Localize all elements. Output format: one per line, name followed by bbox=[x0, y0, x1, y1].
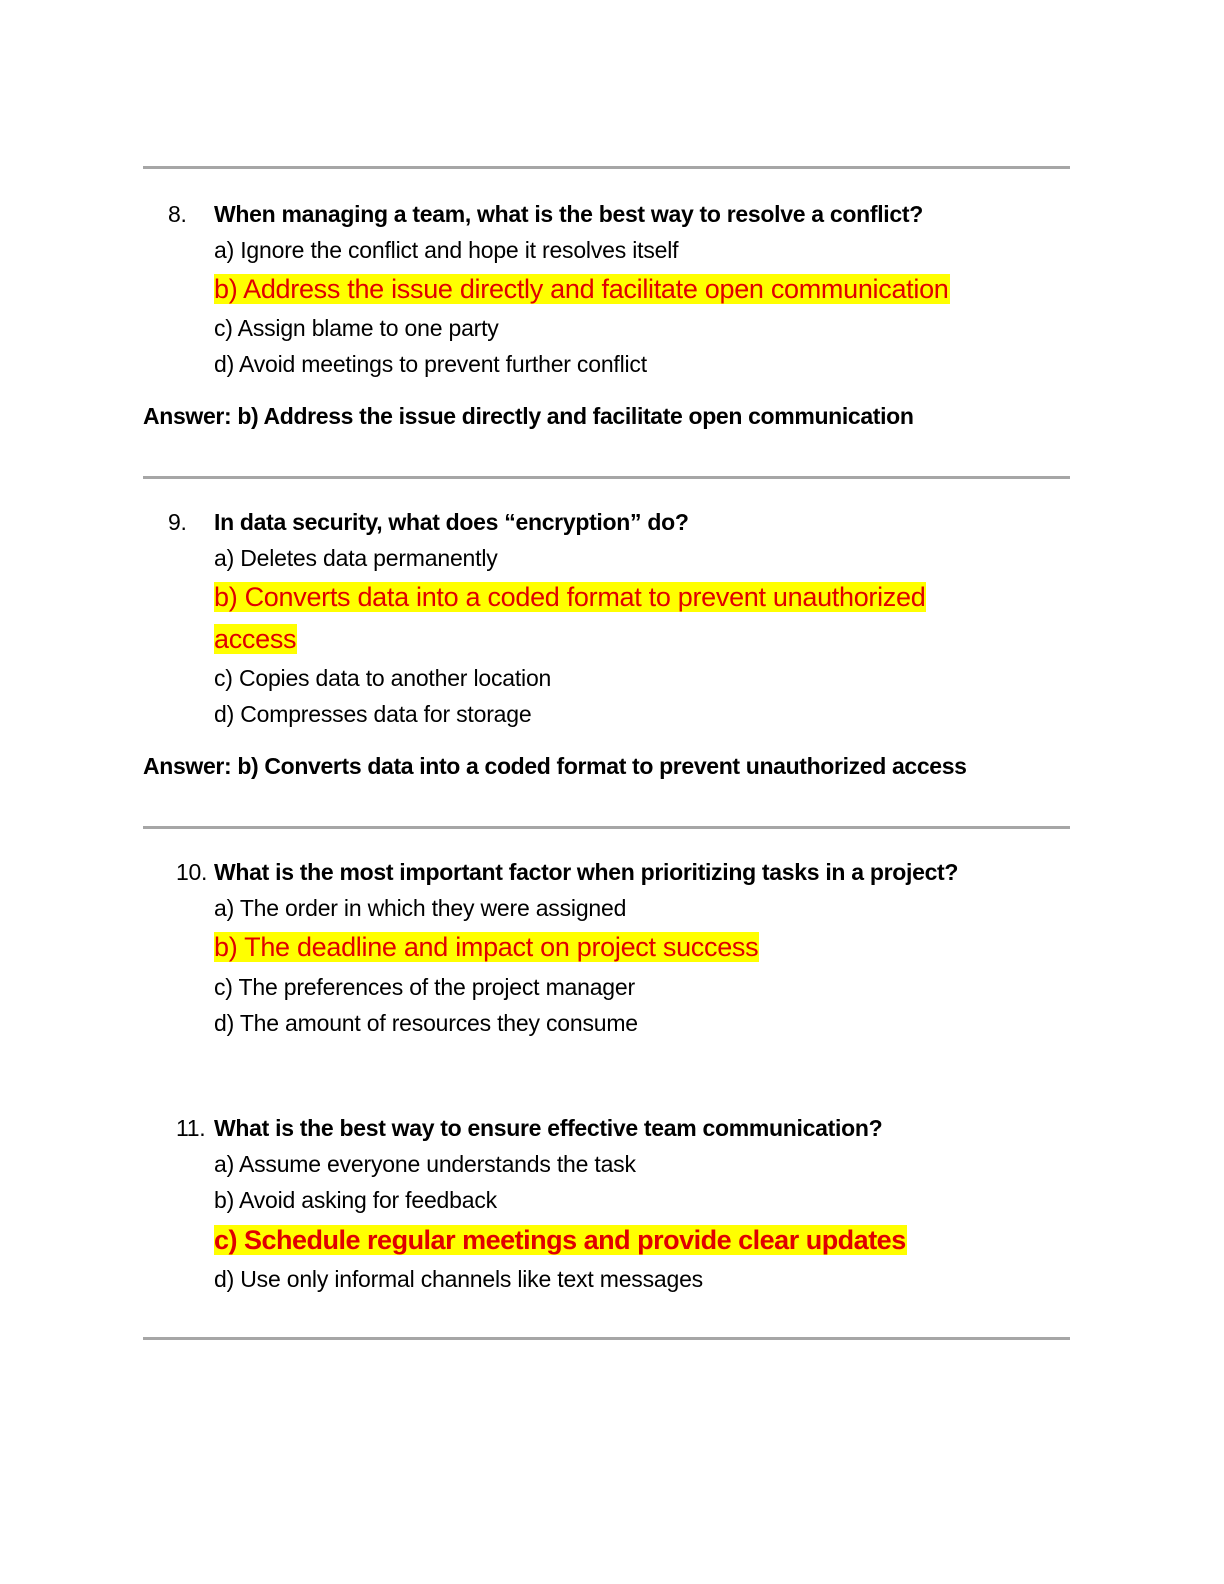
option-10a: a) The order in which they were assigned bbox=[214, 895, 627, 921]
divider-rule bbox=[143, 476, 1070, 479]
question-text-10: What is the most important factor when prioritizing tasks in a project? bbox=[214, 859, 959, 885]
option-11c-text: c) Schedule regular meetings and provide clear updates bbox=[214, 1225, 906, 1255]
option-8b-text: b) Address the issue directly and facilitate open communication bbox=[214, 274, 949, 304]
option-10b-text: b) The deadline and impact on project success bbox=[214, 932, 759, 962]
option-11c-highlighted bbox=[214, 1220, 907, 1260]
question-text-9: In data security, what does “encryption” do? bbox=[214, 509, 689, 535]
question-number-9: 9. bbox=[168, 509, 187, 535]
option-11b: b) Avoid asking for feedback bbox=[214, 1187, 497, 1213]
answer-9: Answer: b) Converts data into a coded format to prevent unauthorized access bbox=[143, 753, 967, 779]
option-8d: d) Avoid meetings to prevent further conflict bbox=[214, 351, 647, 377]
option-10c: c) The preferences of the project manager bbox=[214, 974, 635, 1000]
option-9d: d) Compresses data for storage bbox=[214, 701, 532, 727]
question-number-8: 8. bbox=[168, 201, 187, 227]
option-8b-highlighted bbox=[214, 269, 950, 309]
divider-rule bbox=[143, 166, 1070, 169]
answer-8: Answer: b) Address the issue directly and facilitate open communication bbox=[143, 403, 914, 429]
option-10d: d) The amount of resources they consume bbox=[214, 1010, 638, 1036]
option-8a: a) Ignore the conflict and hope it resolves itself bbox=[214, 237, 679, 263]
question-text-8: When managing a team, what is the best way to resolve a conflict? bbox=[214, 201, 923, 227]
option-9a: a) Deletes data permanently bbox=[214, 545, 498, 571]
option-9b-text-line2: access bbox=[214, 624, 297, 654]
option-11d: d) Use only informal channels like text messages bbox=[214, 1266, 703, 1292]
option-9b-text-line1: b) Converts data into a coded format to prevent unauthorized bbox=[214, 582, 926, 612]
option-9c: c) Copies data to another location bbox=[214, 665, 552, 691]
option-8c: c) Assign blame to one party bbox=[214, 315, 499, 341]
divider-rule bbox=[143, 826, 1070, 829]
option-10b-highlighted bbox=[214, 927, 759, 967]
divider-rule bbox=[143, 1337, 1070, 1340]
question-number-11: 11. bbox=[176, 1115, 206, 1141]
option-9b-highlighted-line2 bbox=[214, 619, 297, 659]
option-9b-highlighted-line1 bbox=[214, 577, 926, 617]
question-text-11: What is the best way to ensure effective team communication? bbox=[214, 1115, 883, 1141]
option-11a: a) Assume everyone understands the task bbox=[214, 1151, 636, 1177]
question-number-10: 10. bbox=[176, 859, 208, 885]
